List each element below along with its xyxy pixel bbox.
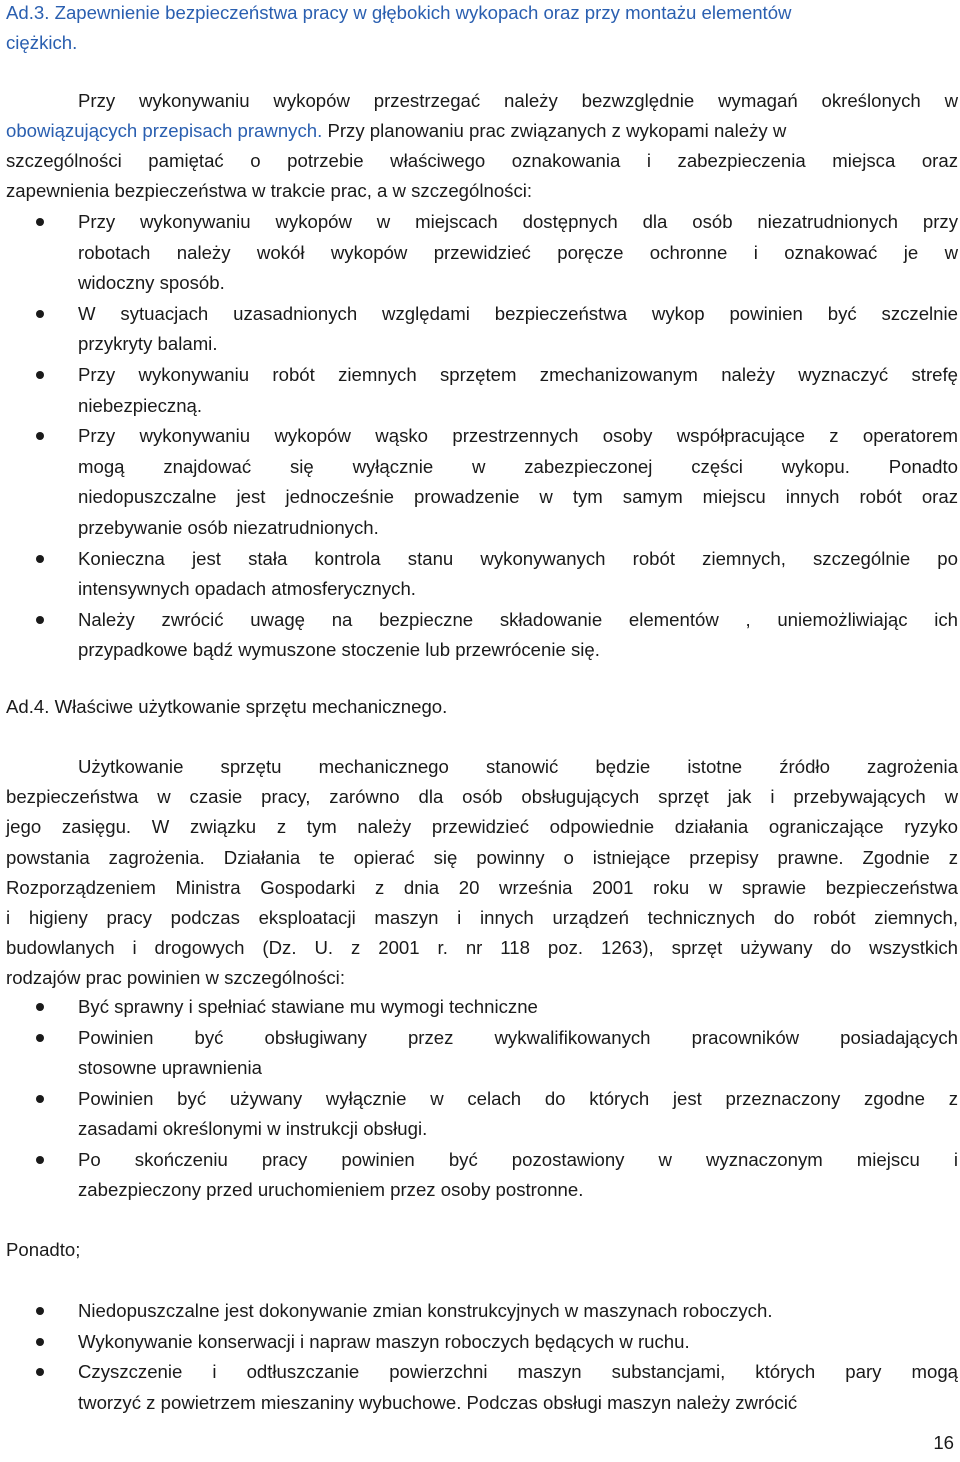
bullet-icon	[36, 1095, 44, 1103]
bullet-text-line: Po skończeniu pracy powinien być pozostawiony w wyznaczonym miejscu i	[78, 1148, 958, 1170]
bullet-text-line: przypadkowe bądź wymuszone stoczenie lub przewrócenie się.	[78, 639, 600, 661]
bullet-icon	[36, 1003, 44, 1011]
bullet-text-line: Wykonywanie konserwacji i napraw maszyn roboczych będących w ruchu.	[78, 1330, 690, 1352]
bullet-icon	[36, 1368, 44, 1376]
bullet-text-line: niedopuszczalne jest jednocześnie prowadzenie w tym samym miejscu innych robót oraz	[78, 486, 958, 508]
bullet-text-line: Przy wykonywaniu wykopów w miejscach dostępnych dla osób niezatrudnionych przy	[78, 211, 958, 232]
paragraph-line: budowlanych i drogowych (Dz. U. z 2001 r. nr 118 poz. 1263), sprzęt używany do wszystkich	[6, 937, 958, 959]
paragraph-line: Rozporządzeniem Ministra Gospodarki z dnia 20 września 2001 roku w sprawie bezpieczeństwa	[6, 876, 958, 898]
intro-line-2-rest: Przy planowaniu prac związanych z wykopami należy w	[327, 120, 787, 141]
paragraph-line: Użytkowanie sprzętu mechanicznego stanowić będzie istotne źródło zagrożenia	[78, 756, 958, 777]
bullet-text-line: Przy wykonywaniu wykopów wąsko przestrzennych osoby współpracujące z operatorem	[78, 425, 958, 447]
bullet-text-line: W sytuacjach uzasadnionych względami bezpieczeństwa wykop powinien być szczelnie	[78, 302, 958, 324]
bullet-text-line: Należy zwrócić uwagę na bezpieczne składowanie elementów , uniemożliwiając ich	[78, 608, 958, 630]
page-number: 16	[933, 1432, 954, 1453]
bullet-text-line: Powinien być obsługiwany przez wykwalifikowanych pracowników posiadających	[78, 1026, 958, 1048]
bullet-text-line: Przy wykonywaniu robót ziemnych sprzętem zmechanizowanym należy wyznaczyć strefę	[78, 364, 958, 385]
bullet-icon	[36, 1034, 44, 1042]
bullet-icon	[36, 555, 44, 563]
bullet-icon	[36, 218, 44, 226]
paragraph-line: powstania zagrożenia. Działania te opierać się powinny o istniejące przepisy prawne. Zgodnie z	[6, 846, 958, 868]
ponadto-label: Ponadto;	[6, 1239, 81, 1260]
bullet-text-line: widoczny sposób.	[78, 272, 225, 294]
paragraph-line: i higieny pracy podczas eksploatacji maszyn i innych urządzeń technicznych do robót ziemnych,	[6, 907, 958, 928]
bullet-text-line: Być sprawny i spełniać stawiane mu wymogi techniczne	[78, 996, 538, 1017]
bullet-text-line: mogą znajdować się wyłącznie w zabezpieczonej części wykopu. Ponadto	[78, 455, 958, 477]
bullet-text-line: niebezpieczną.	[78, 394, 203, 416]
intro-line-2-blue: obowiązujących przepisach prawnych.	[6, 120, 323, 141]
section-3-heading-line-1: Ad.3. Zapewnienie bezpieczeństwa pracy w głębokich wykopach oraz przy montażu elementów	[6, 2, 792, 23]
bullet-icon	[36, 1307, 44, 1315]
bullet-text-line: robotach należy wokół wykopów przewidzieć poręcze ochronne i oznakować je w	[78, 241, 958, 263]
bullet-text-line: Powinien być używany wyłącznie w celach do których jest przeznaczony zgodne z	[78, 1087, 958, 1109]
bullet-text-line: zasadami określonymi w instrukcji obsługi.	[78, 1118, 428, 1139]
bullet-text-line: Niedopuszczalne jest dokonywanie zmian konstrukcyjnych w maszynach roboczych.	[78, 1300, 773, 1321]
bullet-icon	[36, 616, 44, 624]
bullet-text-line: intensywnych opadach atmosferycznych.	[78, 578, 416, 600]
bullet-text-line: przykryty balami.	[78, 333, 218, 355]
bullet-text-line: tworzyć z powietrzem mieszaniny wybuchowe. Podczas obsługi maszyn należy zwrócić	[78, 1391, 798, 1413]
section-4-heading: Ad.4. Właściwe użytkowanie sprzętu mechanicznego.	[6, 696, 448, 717]
bullet-icon	[36, 1156, 44, 1164]
intro-line-4: zapewnienia bezpieczeństwa w trakcie prac, a w szczególności:	[6, 180, 533, 201]
intro-line-1: Przy wykonywaniu wykopów przestrzegać należy bezwzględnie wymagań określonych w	[78, 90, 958, 111]
bullet-text-line: przebywanie osób niezatrudnionych.	[78, 517, 379, 538]
bullet-icon	[36, 371, 44, 379]
section-3-heading-line-2: ciężkich.	[6, 32, 78, 53]
bullet-icon	[36, 1338, 44, 1346]
intro-line-2	[6, 116, 786, 146]
paragraph-line: rodzajów prac powinien w szczególności:	[6, 967, 345, 989]
bullet-text-line: zabezpieczony przed uruchomieniem przez osoby postronne.	[78, 1179, 584, 1200]
intro-line-3: szczególności pamiętać o potrzebie właściwego oznakowania i zabezpieczenia miejsca oraz	[6, 150, 958, 171]
bullet-icon	[36, 310, 44, 318]
paragraph-line: bezpieczeństwa w czasie pracy, zarówno dla osób obsługujących sprzęt jak i przebywających w	[6, 786, 958, 808]
bullet-icon	[36, 432, 44, 440]
bullet-text-line: Konieczna jest stała kontrola stanu wykonywanych robót ziemnych, szczególnie po	[78, 547, 958, 569]
bullet-text-line: stosowne uprawnienia	[78, 1057, 262, 1078]
paragraph-line: jego zasięgu. W związku z tym należy przewidzieć odpowiednie działania ograniczające ryzyko	[6, 816, 958, 838]
bullet-text-line: Czyszczenie i odtłuszczanie powierzchni maszyn substancjami, których pary mogą	[78, 1361, 958, 1382]
